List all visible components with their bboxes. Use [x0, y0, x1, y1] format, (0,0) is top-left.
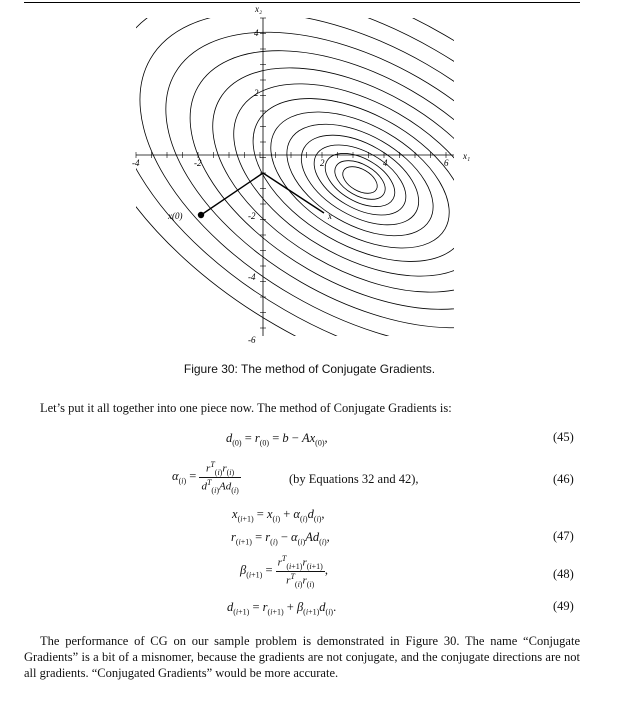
x-axis-label: x₁: [463, 151, 471, 161]
contour-ellipse: [201, 44, 478, 316]
y-tick-label: -2: [248, 211, 256, 221]
equation-number: (45): [553, 430, 574, 444]
equation-46: $\alpha_{(i)}$ = $\frac{r^T_{(i)}r_{(i)}}{d^T_{(i)}Ad_{(i)}}$: [172, 460, 239, 495]
equation-x-update: $x_{(i+1)} = x_{(i)} + \alpha_{(i)}d_{(i)}$,: [232, 507, 325, 524]
contour-ellipse: [338, 161, 382, 199]
x-tick-label: -2: [194, 158, 202, 168]
contour-ellipse: [175, 21, 478, 338]
solution-point-label: x: [328, 211, 332, 221]
contour-ellipse: [248, 84, 472, 276]
intro-text: Let’s put it all together into one piece now. The method of Conjugate Gradients is:: [40, 401, 452, 415]
cg-path: [198, 173, 324, 218]
y-tick-label: -4: [248, 272, 256, 282]
body-paragraph: The performance of CG on our sample problem is demonstrated in Figure 30. The name “Conjugate Gradients” is a bit of a misnomer, because the gradients are not conjugate, and the conjugate directions are not all gradients. “Conjugated Gradients” would be more accurate.: [24, 634, 580, 680]
contour-figure: [118, 0, 478, 350]
axes: [136, 18, 454, 336]
contour-ellipse: [147, 0, 478, 350]
contour-ellipse: [302, 130, 417, 229]
tick-labels: [132, 28, 449, 345]
start-point-marker: [198, 212, 204, 218]
equation-number: (48): [553, 567, 574, 581]
contour-ellipse: [118, 0, 478, 350]
figure-caption: Figure 30: The method of Conjugate Gradients.: [183, 362, 436, 376]
equation-46-note: (by Equations 32 and 42),: [289, 472, 419, 486]
y-tick-label: 4: [254, 28, 259, 38]
equation-number: (46): [553, 472, 574, 486]
equation-49: $d_{(i+1)} = r_{(i+1)} + \beta_{(i+1)}d_{(i)}$.: [227, 600, 337, 617]
x-tick-label: 4: [383, 158, 388, 168]
x-tick-label: 6: [444, 158, 449, 168]
x-tick-label: 2: [320, 158, 325, 168]
equation-47: $r_{(i+1)} = r_{(i)} - \alpha_{(i)}Ad_{(i)}$,: [231, 530, 330, 547]
equation-48: $\beta_{(i+1)}$ = $\frac{r^T_{(i+1)}r_{(i+1)}}{r^T_{(i)}r_{(i)}}$ ,: [240, 554, 328, 589]
start-point-label: x(0): [168, 211, 183, 221]
contour-ellipse: [118, 0, 478, 350]
y-tick-label: 2: [254, 88, 259, 98]
cg-iterate-path: [201, 173, 324, 215]
contour-ellipse: [118, 0, 478, 350]
contour-ellipse: [316, 142, 403, 217]
equation-number: (47): [553, 529, 574, 543]
contour-ellipse: [226, 65, 478, 295]
y-axis-label: x₂: [255, 4, 263, 14]
equation-number: (49): [553, 599, 574, 613]
contour-lines: [118, 0, 478, 350]
equation-45: $d_{(0)} = r_{(0)} = b - Ax_{(0)}$,: [226, 431, 328, 448]
x-tick-label: -4: [132, 158, 140, 168]
contour-ellipse: [268, 101, 452, 259]
contour-ellipse: [118, 0, 478, 350]
y-tick-label: -6: [248, 335, 256, 345]
